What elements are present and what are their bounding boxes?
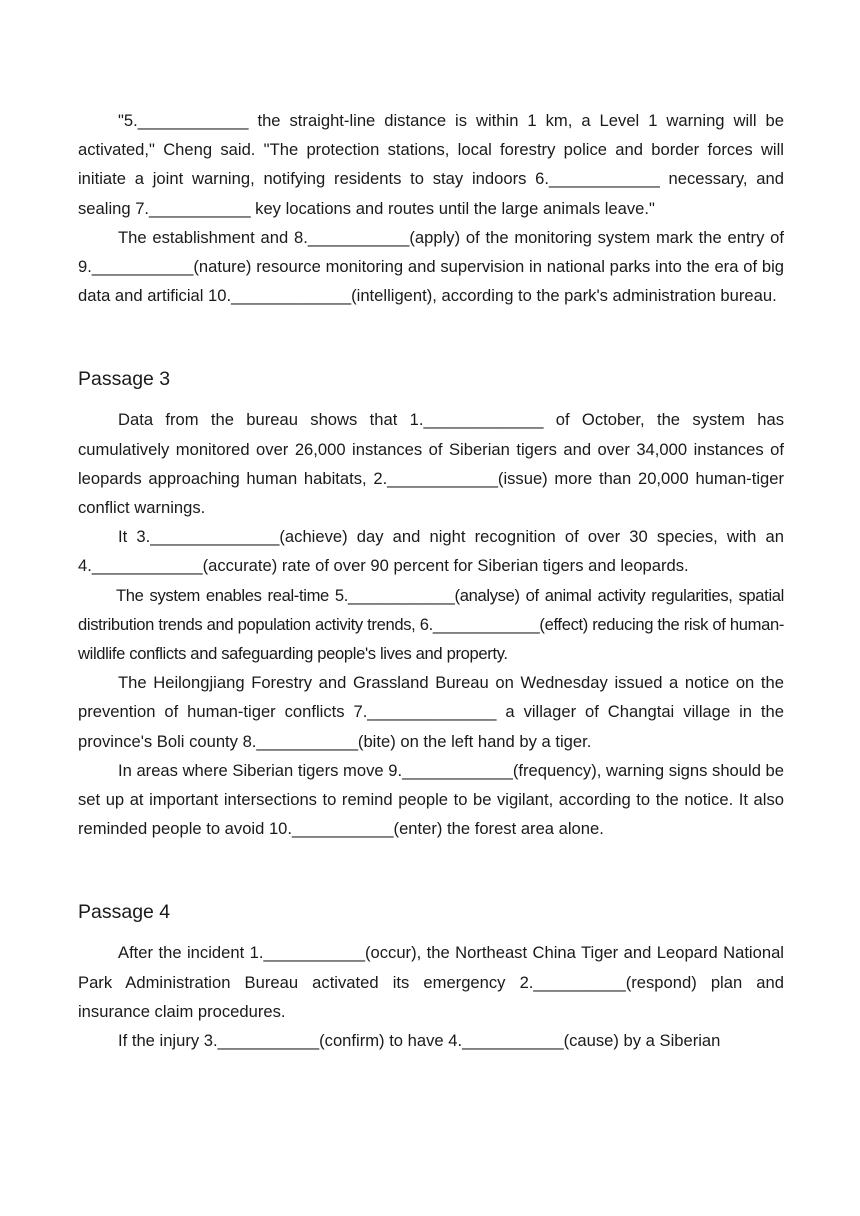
passage4-paragraph-1: After the incident 1.___________(occur), the Northeast China Tiger and Leopard National Park Administration Bureau activated its emergency 2.__________(respond) plan and insurance claim procedures. <box>78 943 784 1021</box>
passage2-paragraph-1: "5.____________ the straight-line distance is within 1 km, a Level 1 warning will be activated," Cheng said. "The protection stations, local forestry police and border forces will initiate a joint warning, notifying residents to stay indoors 6.____________ necessary, and sealing 7.___________ key locations and routes until the large animals leave." <box>78 111 784 218</box>
passage3-paragraph-3: The system enables real-time 5.____________(analyse) of animal activity regularities, spatial distribution trends and population activity trends, 6.____________(effect) reducing the risk of human-wildlife conflicts and safeguarding people's lives and property. <box>78 585 784 664</box>
passage2-paragraph-2: The establishment and 8.___________(apply) of the monitoring system mark the entry of 9.___________(nature) resource monitoring and supervision in national parks into the era of big data and artificial 10._____________(intelligent), according to the park's administration bureau. <box>78 227 784 306</box>
spacer <box>78 310 784 365</box>
passage3-paragraph-1: Data from the bureau shows that 1._____________ of October, the system has cumulatively monitored over 26,000 instances of Siberian tigers and over 34,000 instances of leopards approaching human habitats, 2.____________(issue) more than 20,000 human-tiger conflict warnings. <box>78 410 784 518</box>
spacer <box>78 843 784 898</box>
passage3-paragraph-2: It 3.______________(achieve) day and night recognition of over 30 species, with an 4.____________(accurate) rate of over 90 percent for Siberian tigers and leopards. <box>78 527 784 576</box>
passage4-paragraph-2: If the injury 3.___________(confirm) to have 4.___________(cause) by a Siberian <box>118 1031 721 1051</box>
spacer <box>78 926 784 938</box>
passage3-paragraph-4: The Heilongjiang Forestry and Grassland Bureau on Wednesday issued a notice on the prevention of human-tiger conflicts 7.______________ a villager of Changtai village in the province's Boli county 8.___________(bite) on the left hand by a tiger. <box>78 673 784 751</box>
passage3-paragraph-5: In areas where Siberian tigers move 9.____________(frequency), warning signs should be set up at important intersections to remind people to be vigilant, according to the notice. It also reminded people to avoid 10.___________(enter) the forest area alone. <box>78 760 785 839</box>
document-body <box>78 106 784 1055</box>
spacer <box>78 393 784 405</box>
passage3-heading: Passage 3 <box>78 368 171 391</box>
passage4-heading: Passage 4 <box>78 901 171 924</box>
